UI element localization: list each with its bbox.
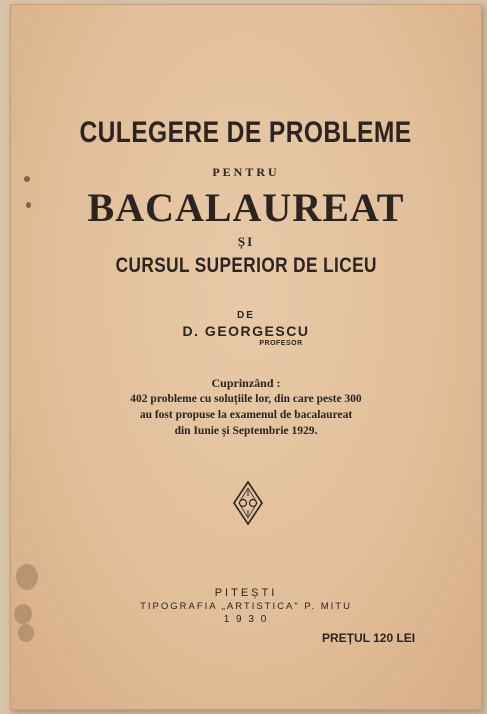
imprint-year: 1 9 3 0	[223, 614, 269, 625]
book-cover	[10, 4, 482, 710]
contents-line: 402 probleme cu soluțiile lor, din care peste 300	[130, 393, 362, 405]
title-line-4-row	[10, 254, 482, 278]
stain	[18, 624, 34, 642]
contents-line: au fost propuse la examenul de bacalaureat	[139, 409, 353, 421]
price-label: PREȚUL 120 LEI	[322, 631, 416, 645]
title-main: BACALAUREAT	[87, 185, 405, 230]
imprint-printer: TIPOGRAFIA „ARTISTICA" P. MITU	[140, 601, 352, 612]
title-si: ȘI	[237, 234, 255, 249]
title-pentru: PENTRU	[212, 165, 280, 179]
title-line-1-row	[10, 116, 482, 150]
author-name: D. GEORGESCU	[182, 323, 310, 339]
title-line-4: CURSUL SUPERIOR DE LICEU	[115, 254, 377, 277]
ornament-icon	[232, 480, 264, 526]
contents-label: Cuprinzând :	[211, 376, 281, 390]
imprint-city: PITEȘTI	[214, 587, 278, 599]
author-de: DE	[237, 310, 255, 321]
author-role: PROFESOR	[259, 340, 303, 347]
contents-line: din Iunie și Septembrie 1929.	[174, 425, 318, 437]
title-line-1: CULEGERE DE PROBLEME	[79, 116, 413, 149]
